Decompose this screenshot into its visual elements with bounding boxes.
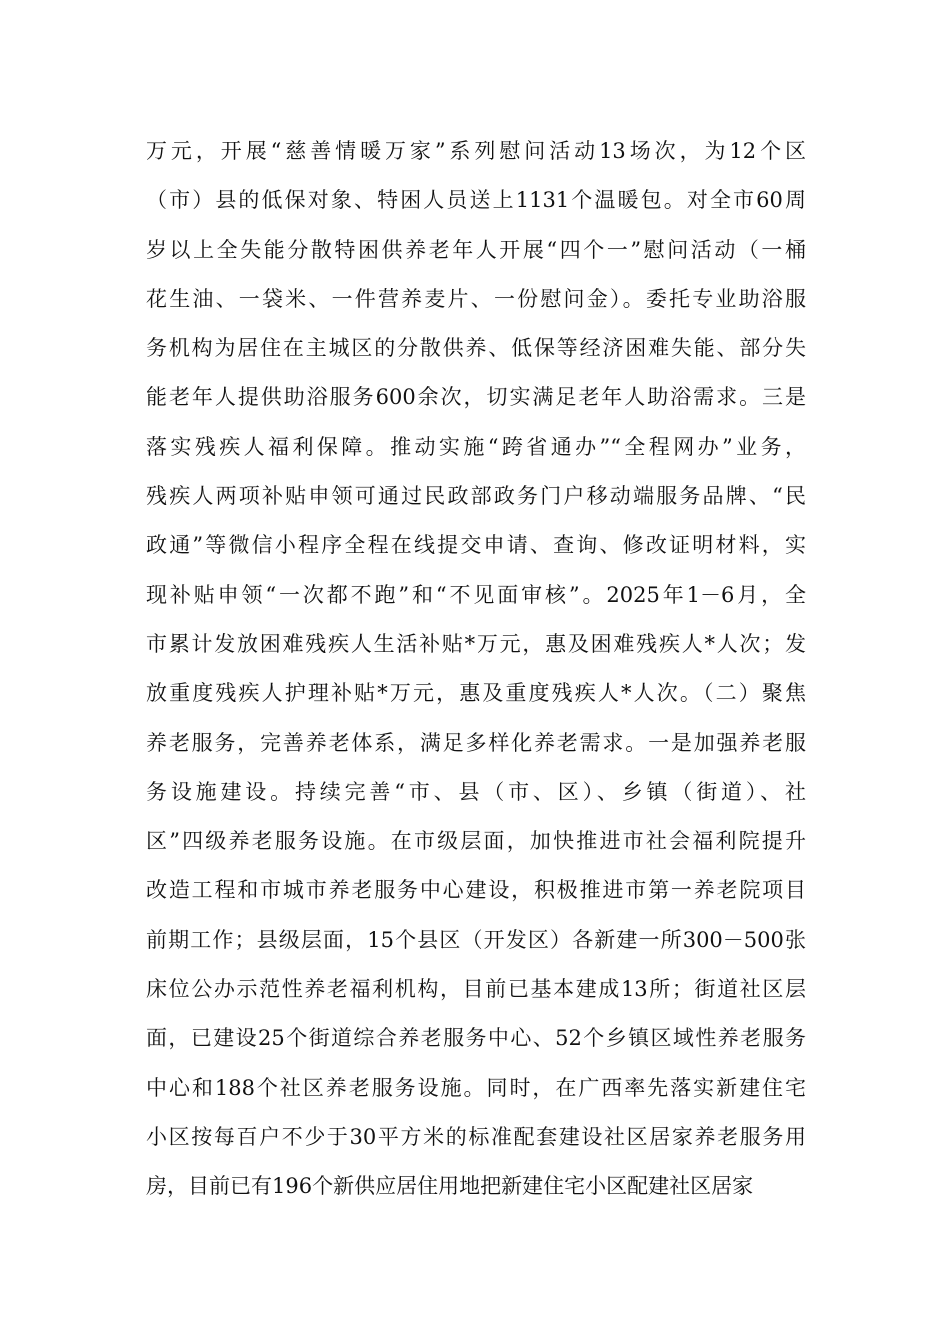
text-line: 市累计发放困难残疾人生活补贴*万元，惠及困难残疾人*人次；发 bbox=[146, 631, 806, 656]
text-line: 能老年人提供助浴服务600余次，切实满足老年人助浴需求。三是 bbox=[146, 385, 806, 410]
text-line: 岁以上全失能分散特困供养老年人开展“四个一”慰问活动（一桶 bbox=[146, 237, 806, 262]
text-line: 区”四级养老服务设施。在市级层面，加快推进市社会福利院提升 bbox=[146, 829, 806, 854]
text-line: 小区按每百户不少于30平方米的标准配套建设社区居家养老服务用 bbox=[146, 1124, 806, 1149]
text-line: 万元，开展“慈善情暖万家”系列慰问活动13场次，为12个区 bbox=[146, 139, 806, 163]
text-line: 花生油、一袋米、一件营养麦片、一份慰问金）。委托专业助浴服 bbox=[146, 286, 806, 311]
text-line: 残疾人两项补贴申领可通过民政部政务门户移动端服务品牌、“民 bbox=[146, 484, 806, 509]
text-line: 前期工作；县级层面，15个县区（开发区）各新建一所300－500张 bbox=[146, 927, 806, 952]
body-text bbox=[146, 127, 806, 1212]
text-line: 中心和188个社区养老服务设施。同时，在广西率先落实新建住宅 bbox=[146, 1075, 806, 1100]
text-line: 现补贴申领“一次都不跑”和“不见面审核”。2025年1－6月，全 bbox=[146, 582, 806, 607]
text-line: 房，目前已有196个新供应居住用地把新建住宅小区配建社区居家 bbox=[146, 1174, 754, 1199]
text-line: 养老服务，完善养老体系，满足多样化养老需求。一是加强养老服 bbox=[146, 730, 806, 755]
text-line: 落实残疾人福利保障。推动实施“跨省通办”“全程网办”业务， bbox=[146, 434, 806, 459]
text-line: 务机构为居住在主城区的分散供养、低保等经济困难失能、部分失 bbox=[146, 336, 806, 361]
text-line: 政通”等微信小程序全程在线提交申请、查询、修改证明材料，实 bbox=[146, 533, 806, 558]
text-line: 床位公办示范性养老福利机构，目前已基本建成13所；街道社区层 bbox=[146, 977, 806, 1002]
text-line: 面，已建设25个街道综合养老服务中心、52个乡镇区域性养老服务 bbox=[146, 1026, 806, 1051]
text-line: （市）县的低保对象、特困人员送上1131个温暖包。对全市60周 bbox=[146, 188, 806, 213]
text-line: 务设施建设。持续完善“市、县（市、区）、乡镇（街道）、社 bbox=[146, 779, 806, 804]
text-line: 改造工程和市城市养老服务中心建设，积极推进市第一养老院项目 bbox=[146, 878, 806, 903]
text-line: 放重度残疾人护理补贴*万元，惠及重度残疾人*人次。（二）聚焦 bbox=[146, 681, 806, 706]
